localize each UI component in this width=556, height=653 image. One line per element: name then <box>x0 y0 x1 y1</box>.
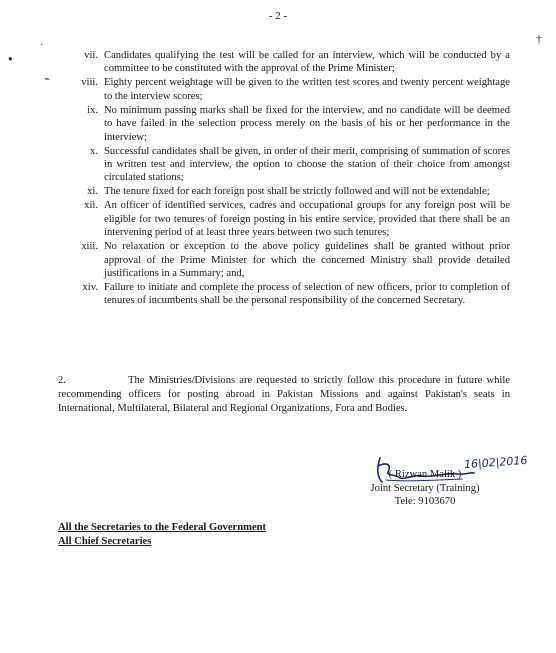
list-item-text: Candidates qualifying the test will be called for an interview, which will be conducted by a committee to be constituted with the approval of the Prime Minister; <box>104 50 510 75</box>
signatory-name: ( Rizwan Malik ) <box>388 469 462 480</box>
page-number: - 2 - <box>268 10 288 22</box>
signatory-block <box>360 468 490 509</box>
list-item <box>84 49 510 76</box>
list-item <box>81 240 510 280</box>
list-item-text: Failure to initiate and complete the process of selection of new officers, prior to completion of tenures of incumbents shall be the personal responsibility of the concerned Secretary. <box>104 282 510 307</box>
recipient-line: All the Secretaries to the Federal Government <box>58 522 267 533</box>
recipient-line: All Chief Secretaries <box>58 535 152 547</box>
signatory-title: Joint Secretary (Training) <box>370 482 480 494</box>
list-item-text: Successful candidates shall be given, in order of their merit, comprising of summation of scores in written test and interview, the option to choose the station of their choice from amongst circulated stations; <box>104 145 510 184</box>
list-item-text: The tenure fixed for each foreign post shall be strictly followed and will not be extendable; <box>104 186 490 198</box>
list-item-number: xii. <box>84 200 98 212</box>
list-item <box>84 199 510 239</box>
list-item <box>87 185 510 198</box>
paragraph-number: 2. <box>58 375 66 386</box>
list-item-text: No relaxation or exception to the above policy guidelines shall be granted without prior approval of the Prime Minister for which the concerned Ministry shall provide detailed justifications in a Summary; and, <box>104 241 510 280</box>
list-item <box>87 104 510 144</box>
list-item <box>90 145 510 185</box>
recipients-list <box>58 521 266 548</box>
list-item-number: xiii. <box>81 241 98 253</box>
list-item-number: x. <box>90 145 98 157</box>
list-item-number: ix. <box>87 104 98 116</box>
list-item-number: vii. <box>84 50 98 61</box>
list-item-number: viii. <box>81 77 98 89</box>
list-item-text: An officer of identified services, cadres and occupational groups for any foreign post will be eligible for two tenures of foreign posting in his entire service, provided that there shall be an intervening period of at least three years between two such tenures; <box>104 200 510 239</box>
numbered-list <box>81 49 510 308</box>
list-item-text: Eighty percent weightage will be given to the written test scores and twenty percent weightage to the interview scores; <box>104 77 510 102</box>
paragraph-text: The Ministries/Divisions are requested to strictly follow this procedure in future while recommending officers for posting abroad in Pakistan Missions and against Pakistan's seats in International, Multilateral, Bilateral and Regional Organizations, Fora and Bodies. <box>58 375 510 414</box>
list-item-number: xi. <box>87 186 98 198</box>
list-item <box>82 281 510 308</box>
body-paragraph <box>58 374 510 416</box>
signature-date: 16|02|2016 <box>463 453 528 472</box>
list-item-number: xiv. <box>82 282 98 294</box>
list-item <box>81 76 510 103</box>
signatory-phone: Tele: 9103670 <box>394 496 456 507</box>
list-item-text: No minimum passing marks shall be fixed for the interview, and no candidate will be deemed to have failed in the selection process merely on the basis of his or her performance in the interview; <box>104 104 510 143</box>
